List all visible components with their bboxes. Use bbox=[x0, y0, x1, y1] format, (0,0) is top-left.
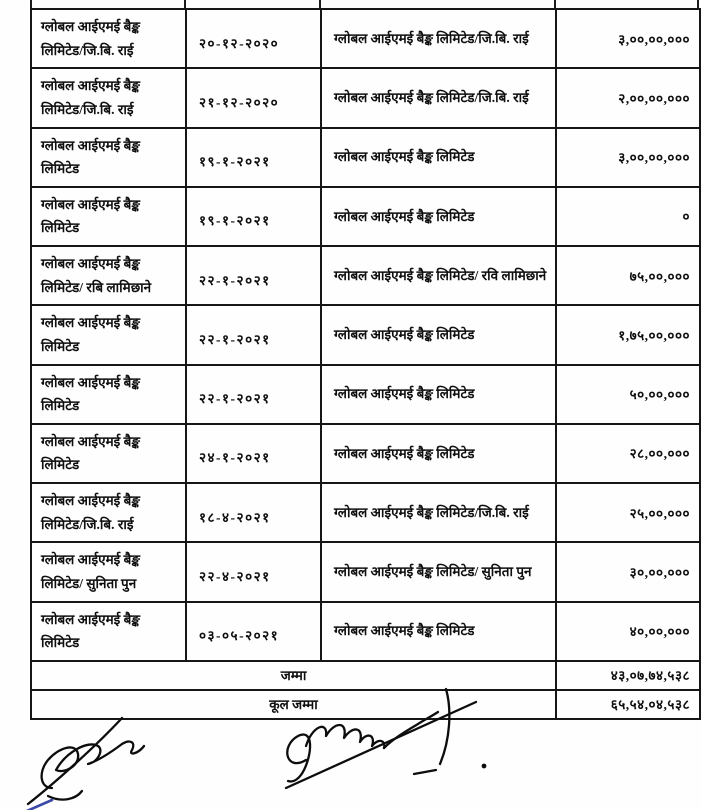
grand-total-amount: ६५,५४,०४,५३८ bbox=[556, 690, 700, 719]
total-label: जम्मा bbox=[31, 661, 556, 690]
payer-cell: ग्लोबल आईएमई बैङ्क लिमिटेड/जि.बि. राई bbox=[31, 483, 186, 542]
right-handwritten-signature-icon bbox=[272, 688, 507, 800]
payee-cell: ग्लोबल आईएमई बैङ्क लिमिटेड bbox=[321, 128, 556, 187]
table-row bbox=[31, 483, 700, 542]
date-cell: १९-१-२०२१ bbox=[186, 187, 321, 246]
payee-cell: ग्लोबल आईएमई बैङ्क लिमिटेड bbox=[321, 187, 556, 246]
date-cell: २४-१-२०२१ bbox=[186, 424, 321, 483]
payer-cell: ग्लोबल आईएमई बैङ्क लिमिटेड/ रबि लामिछाने bbox=[31, 246, 186, 305]
date-cell: २२-१-२०२१ bbox=[186, 365, 321, 424]
payer-cell: ग्लोबल आईएमई बैङ्क लिमिटेड/जि.बि. राई bbox=[31, 68, 186, 127]
payee-cell: ग्लोबल आईएमई बैङ्क लिमिटेड bbox=[321, 365, 556, 424]
date-cell: २२-१-२०२१ bbox=[186, 305, 321, 364]
payer-cell: ग्लोबल आईएमई बैङ्क लिमिटेड bbox=[31, 305, 186, 364]
date-cell: २०-१२-२०२० bbox=[186, 9, 321, 68]
date-cell: २२-४-२०२१ bbox=[186, 542, 321, 601]
date-cell: २१-१२-२०२० bbox=[186, 68, 321, 127]
table-row bbox=[31, 424, 700, 483]
amount-cell: ५०,००,००० bbox=[556, 365, 700, 424]
left-handwritten-signature-icon bbox=[18, 702, 188, 810]
table-row bbox=[31, 187, 700, 246]
grand-total-label: कूल जम्मा bbox=[31, 690, 556, 719]
payee-cell: ग्लोबल आईएमई बैङ्क लिमिटेड/जि.बि. राई bbox=[321, 68, 556, 127]
date-cell: १८-४-२०२१ bbox=[186, 483, 321, 542]
amount-cell: ० bbox=[556, 187, 700, 246]
date-cell: १९-१-२०२१ bbox=[186, 128, 321, 187]
date-cell: ०३-०५-२०२१ bbox=[186, 602, 321, 661]
payee-cell: ग्लोबल आईएमई बैङ्क लिमिटेड/ रवि लामिछाने bbox=[321, 246, 556, 305]
table-body bbox=[31, 9, 700, 661]
transactions-table bbox=[30, 8, 701, 720]
payer-cell: ग्लोबल आईएमई बैङ्क लिमिटेड/ सुनिता पुन bbox=[31, 542, 186, 601]
amount-cell: ३,००,००,००० bbox=[556, 128, 700, 187]
payer-cell: ग्लोबल आईएमई बैङ्क लिमिटेड bbox=[31, 128, 186, 187]
table-row bbox=[31, 246, 700, 305]
payee-cell: ग्लोबल आईएमई बैङ्क लिमिटेड bbox=[321, 305, 556, 364]
payer-cell: ग्लोबल आईएमई बैङ्क लिमिटेड bbox=[31, 602, 186, 661]
table-row bbox=[31, 305, 700, 364]
payer-cell: ग्लोबल आईएमई बैङ्क लिमिटेड/जि.बि. राई bbox=[31, 9, 186, 68]
date-cell: २२-१-२०२१ bbox=[186, 246, 321, 305]
amount-cell: ४०,००,००० bbox=[556, 602, 700, 661]
table-row bbox=[31, 128, 700, 187]
amount-cell: २८,००,००० bbox=[556, 424, 700, 483]
amount-cell: ३,००,००,००० bbox=[556, 9, 700, 68]
table-row bbox=[31, 68, 700, 127]
payer-cell: ग्लोबल आईएमई बैङ्क लिमिटेड bbox=[31, 187, 186, 246]
payer-cell: ग्लोबल आईएमई बैङ्क लिमिटेड bbox=[31, 365, 186, 424]
table-row bbox=[31, 9, 700, 68]
payer-cell: ग्लोबल आईएमई बैङ्क लिमिटेड bbox=[31, 424, 186, 483]
amount-cell: २,००,००,००० bbox=[556, 68, 700, 127]
table-row bbox=[31, 542, 700, 601]
amount-cell: २५,००,००० bbox=[556, 483, 700, 542]
payee-cell: ग्लोबल आईएमई बैङ्क लिमिटेड bbox=[321, 424, 556, 483]
amount-cell: ३०,००,००० bbox=[556, 542, 700, 601]
amount-cell: १,७५,००,००० bbox=[556, 305, 700, 364]
payee-cell: ग्लोबल आईएमई बैङ्क लिमिटेड bbox=[321, 602, 556, 661]
amount-cell: ७५,००,००० bbox=[556, 246, 700, 305]
total-row bbox=[31, 661, 700, 690]
table-row bbox=[31, 602, 700, 661]
total-amount: ४३,०७,७४,५३८ bbox=[556, 661, 700, 690]
table-row bbox=[31, 365, 700, 424]
payee-cell: ग्लोबल आईएमई बैङ्क लिमिटेड/जि.बि. राई bbox=[321, 483, 556, 542]
payee-cell: ग्लोबल आईएमई बैङ्क लिमिटेड/ सुनिता पुन bbox=[321, 542, 556, 601]
payee-cell: ग्लोबल आईएमई बैङ्क लिमिटेड/जि.बि. राई bbox=[321, 9, 556, 68]
